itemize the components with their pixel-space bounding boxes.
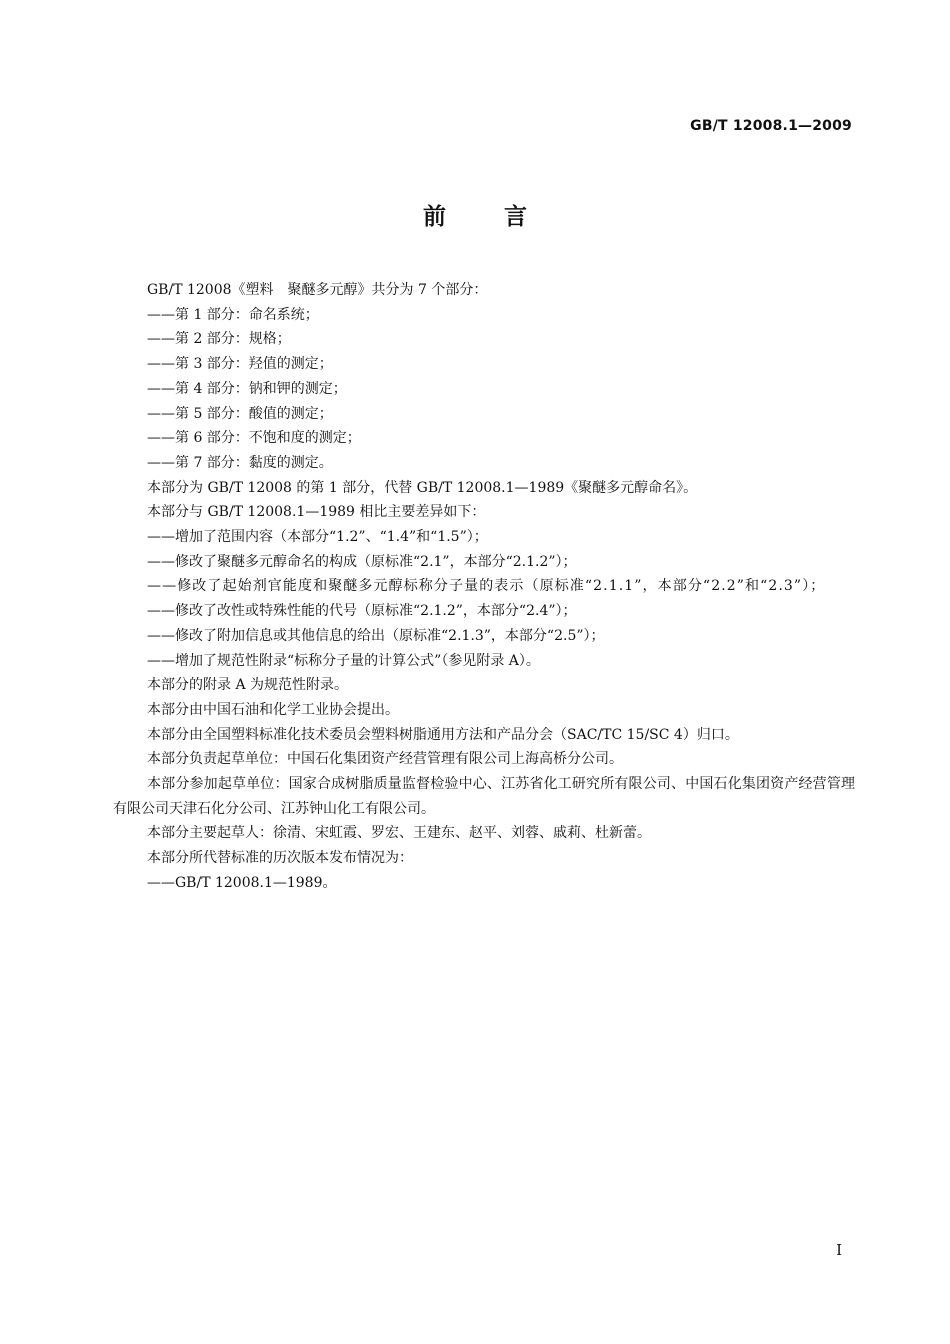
list-item: ——修改了改性或特殊性能的代号（原标准“2.1.2”，本部分“2.4”）； [147, 603, 577, 620]
paragraph: 本部分负责起草单位：中国石化集团资产经营管理有限公司上海高桥分公司。 [147, 751, 623, 768]
list-item: ——增加了规范性附录“标称分子量的计算公式”（参见附录 A）。 [147, 652, 540, 669]
list-item: ——第 4 部分：钠和钾的测定； [147, 380, 347, 397]
list-item: ——修改了起始剂官能度和聚醚多元醇标称分子量的表示（原标准“2.1.1”，本部分“2.2”和“2.3”）； [147, 578, 826, 595]
list-item: ——第 1 部分：命名系统； [147, 306, 319, 323]
paragraph: 本部分所代替标准的历次版本发布情况为： [147, 850, 413, 867]
standard-number: GB/T 12008.1—2009 [690, 118, 852, 134]
list-item: ——第 7 部分：黏度的测定。 [147, 454, 333, 471]
paragraph: 本部分参加起草单位：国家合成树脂质量监督检验中心、江苏省化工研究所有限公司、中国石化集团资产经营管理有限公司天津石化分公司、江苏钟山化工有限公司。 [113, 776, 855, 817]
paragraph: GB/T 12008《塑料 聚醚多元醇》共分为 7 个部分： [147, 282, 488, 298]
list-item: ——增加了范围内容（本部分“1.2”、“1.4”和“1.5”）； [147, 529, 488, 546]
page-number: I [836, 1241, 842, 1259]
list-item: ——第 2 部分：规格； [147, 331, 291, 348]
paragraph: 本部分的附录 A 为规范性附录。 [147, 677, 349, 694]
list-item: ——第 3 部分：羟值的测定； [147, 356, 333, 373]
foreword-body [113, 278, 855, 896]
list-item: ——第 6 部分：不饱和度的测定； [147, 430, 361, 447]
list-item: ——GB/T 12008.1—1989。 [147, 874, 337, 891]
paragraph: 本部分与 GB/T 12008.1—1989 相比主要差异如下： [147, 504, 486, 521]
list-item: ——第 5 部分：酸值的测定； [147, 405, 333, 422]
page-title: 前言 [423, 204, 585, 230]
list-item: ——修改了聚醚多元醇命名的构成（原标准“2.1”，本部分“2.1.2”）； [147, 553, 577, 570]
list-item: ——修改了附加信息或其他信息的给出（原标准“2.1.3”，本部分“2.5”）； [147, 627, 605, 644]
paragraph: 本部分为 GB/T 12008 的第 1 部分，代替 GB/T 12008.1—1989《聚醚多元醇命名》。 [147, 479, 698, 496]
paragraph: 本部分主要起草人：徐清、宋虹霞、罗宏、王建东、赵平、刘蓉、戚莉、杜新蕾。 [147, 825, 651, 842]
paragraph: 本部分由全国塑料标准化技术委员会塑料树脂通用方法和产品分会（SAC/TC 15/SC 4）归口。 [147, 726, 739, 743]
paragraph: 本部分由中国石油和化学工业协会提出。 [147, 701, 399, 718]
